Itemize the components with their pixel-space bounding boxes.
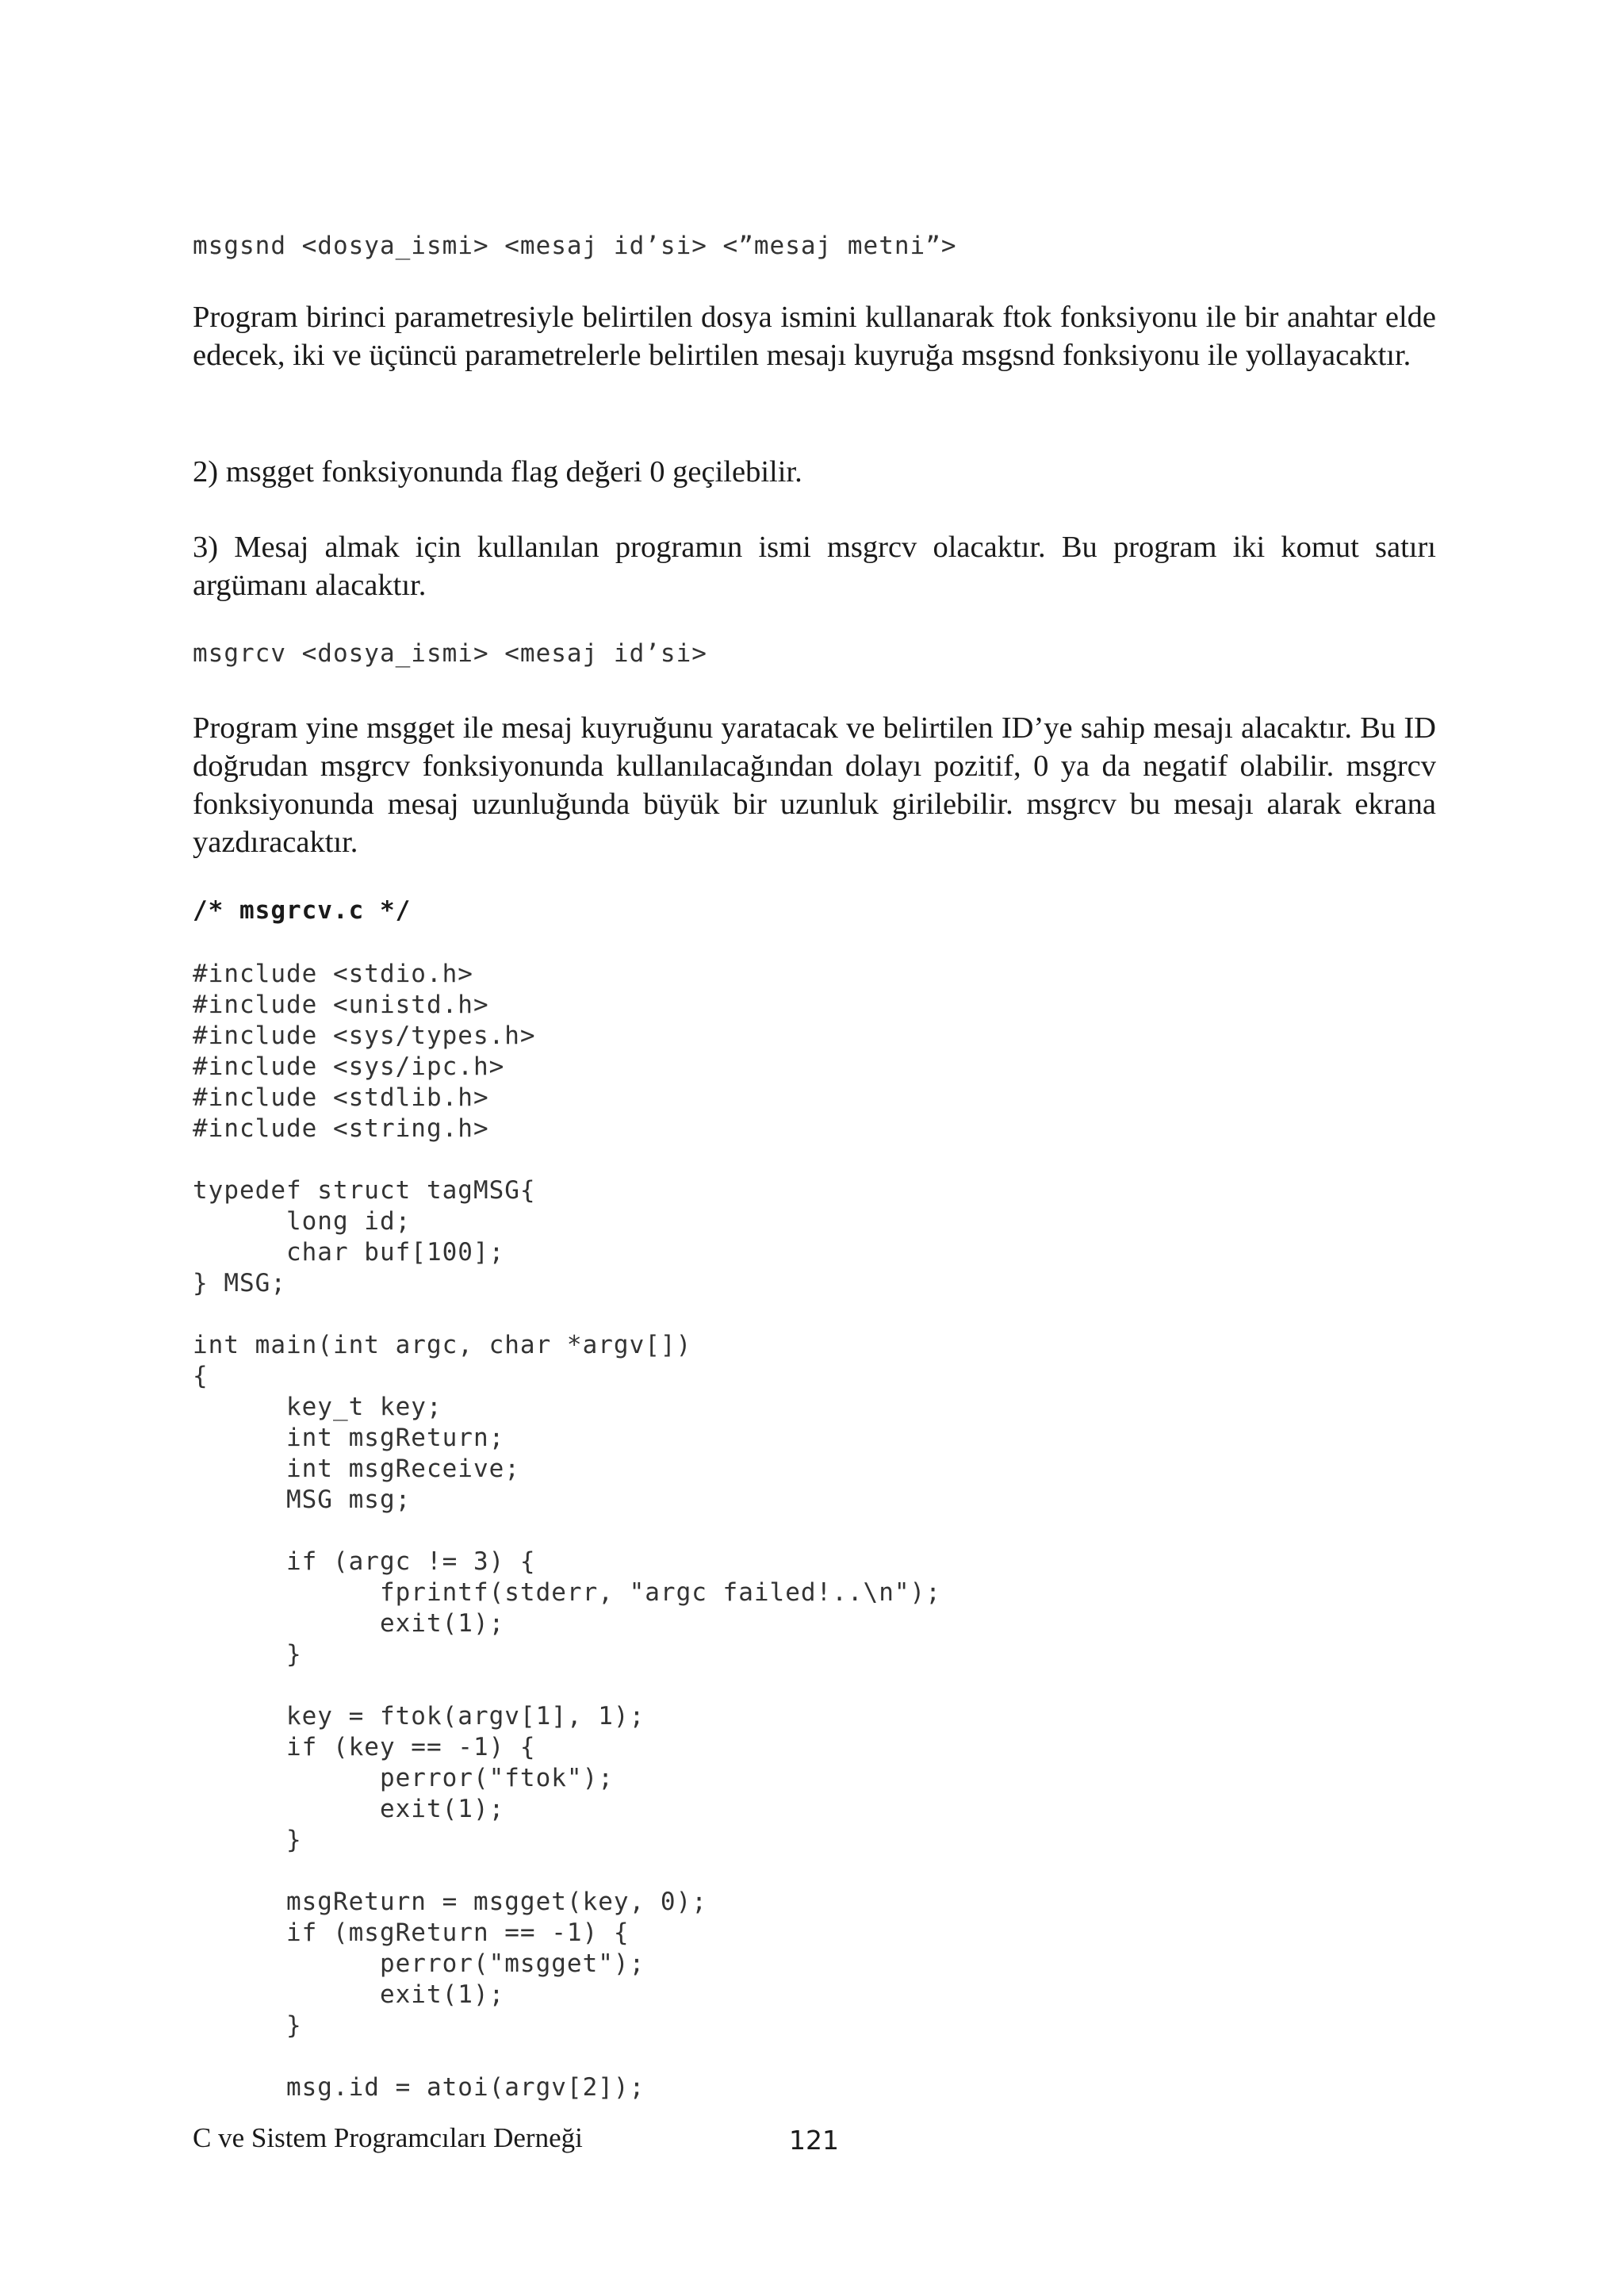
code-line: MSG msg;: [193, 1485, 412, 1514]
code-line: #include <stdlib.h>: [193, 1083, 489, 1112]
code-line: if (msgReturn == -1) {: [193, 1918, 630, 1947]
code-line: #include <sys/types.h>: [193, 1022, 536, 1050]
code-line: [193, 1144, 941, 1175]
code-line: key_t key;: [193, 1393, 442, 1421]
code-line: long id;: [193, 1207, 412, 1236]
code-line: }: [193, 1640, 302, 1669]
code-listing: [193, 959, 941, 2103]
code-line: } MSG;: [193, 1269, 286, 1297]
code-line: key = ftok(argv[1], 1);: [193, 1702, 645, 1731]
code-line: }: [193, 1826, 302, 1854]
msgrcv-description-paragraph: Program yine msgget ile mesaj kuyruğunu yaratacak ve belirtilen ID’ye sahip mesajı alacaktır. Bu ID doğrudan msgrcv fonksiyonunda kullanılacağından dolayı pozitif, 0 ya da negatif olabilir. msgrcv fonksiyonunda mesaj uzunluğunda büyük bir uzunluk girilebilir. msgrcv bu mesajı alarak ekrana yazdıracaktır.: [193, 711, 1436, 859]
code-line: [193, 1299, 941, 1330]
code-line: #include <stdio.h>: [193, 960, 473, 988]
msgsnd-usage-line: msgsnd <dosya_ismi> <mesaj id’si> <”mesaj metni”>: [193, 232, 957, 260]
page-number: 121: [789, 2125, 839, 2156]
code-line: #include <unistd.h>: [193, 991, 489, 1019]
code-line: msgReturn = msgget(key, 0);: [193, 1888, 707, 1916]
code-line: int msgReceive;: [193, 1455, 520, 1483]
msgrcv-usage-line: msgrcv <dosya_ismi> <mesaj id’si>: [193, 639, 707, 668]
code-line: int msgReturn;: [193, 1424, 505, 1452]
code-line: [193, 1856, 941, 1887]
code-line: [193, 1670, 941, 1701]
code-line: int main(int argc, char *argv[]): [193, 1331, 692, 1359]
code-line: #include <sys/ipc.h>: [193, 1052, 505, 1081]
code-file-title: /* msgrcv.c */: [193, 896, 412, 925]
code-line: [193, 2041, 941, 2072]
code-line: perror("msgget");: [193, 1949, 645, 1978]
list-item-3: 3) Mesaj almak için kullanılan programın ismi msgrcv olacaktır. Bu program iki komut satırı argümanı alacaktır.: [193, 531, 1436, 602]
code-line: exit(1);: [193, 1980, 505, 2009]
code-line: [193, 1516, 941, 1547]
msgsnd-description-paragraph: Program birinci parametresiyle belirtilen dosya ismini kullanarak ftok fonksiyonu ile bir anahtar elde edecek, iki ve üçüncü parametrelerle belirtilen mesajı kuyruğa msgsnd fonksiyonu ile yollayacaktır.: [193, 301, 1436, 372]
code-line: if (key == -1) {: [193, 1733, 536, 1761]
code-line: exit(1);: [193, 1609, 505, 1638]
code-line: msg.id = atoi(argv[2]);: [193, 2073, 645, 2102]
code-line: if (argc != 3) {: [193, 1547, 536, 1576]
code-line: }: [193, 2011, 302, 2040]
code-line: char buf[100];: [193, 1238, 505, 1267]
list-item-2: 2) msgget fonksiyonunda flag değeri 0 geçilebilir.: [193, 455, 802, 489]
code-line: perror("ftok");: [193, 1764, 614, 1792]
code-line: typedef struct tagMSG{: [193, 1176, 536, 1205]
code-line: #include <string.h>: [193, 1114, 489, 1143]
footer-organization: C ve Sistem Programcıları Derneği: [193, 2122, 583, 2153]
code-line: {: [193, 1362, 209, 1390]
code-line: fprintf(stderr, "argc failed!..\n");: [193, 1578, 941, 1607]
code-line: exit(1);: [193, 1795, 505, 1823]
